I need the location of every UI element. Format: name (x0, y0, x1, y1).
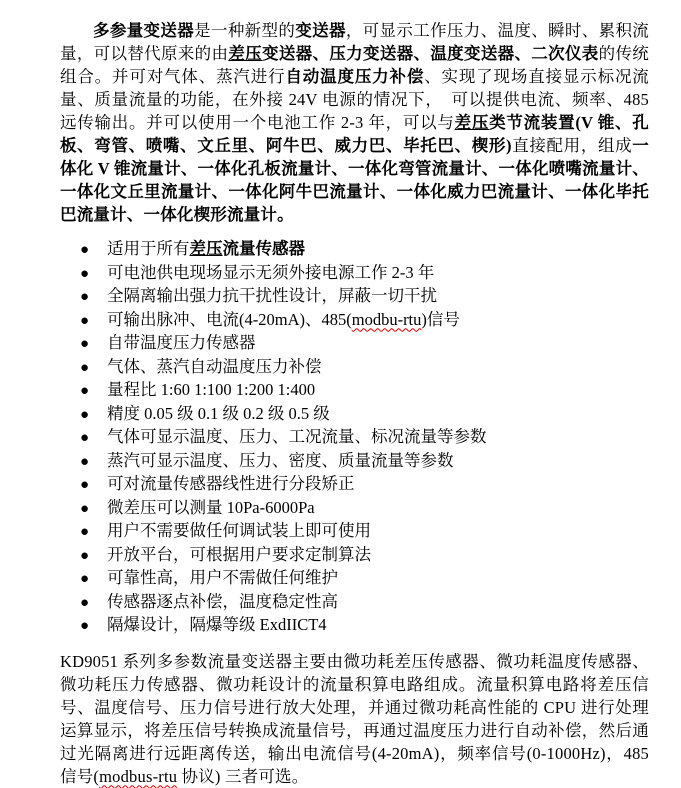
text-run: ，可显示工作压力、温度、瞬时、累积流量，可以替代原来的由 (60, 21, 650, 63)
bullet-icon: ● (80, 289, 90, 305)
feature-item-text (107, 238, 649, 260)
text-run: 全隔离输出强力抗干扰性设计，屏蔽一切干扰 (107, 286, 437, 305)
feature-item-text (107, 426, 649, 448)
feature-list-item (80, 285, 649, 309)
feature-list-item (80, 356, 649, 380)
text-run: 自带温度压力传感器 (107, 333, 256, 352)
feature-list-item (80, 332, 649, 356)
bullet-icon: ● (80, 406, 90, 423)
description-paragraph (60, 650, 649, 788)
text-run: 用户不需要做任何调试装上即可使用 (107, 521, 371, 540)
feature-list-item (80, 238, 649, 262)
text-run: 变送器 (295, 21, 346, 40)
text-run: 量程比 1:60 1:100 1:200 1:400 (107, 380, 316, 399)
bullet-icon: ● (80, 571, 90, 587)
text-run: 可电池供电现场显示无须外接电源工作 2-3 年 (107, 262, 435, 282)
feature-item-text (107, 356, 649, 378)
bullet-icon: ● (80, 477, 90, 493)
feature-item-text (107, 567, 649, 589)
bullet-icon: ● (80, 594, 90, 611)
feature-list-item (80, 450, 649, 474)
text-run: 一体化 V 锥流量计、一体化孔板流量计、一体化弯管流量计、一体化喷嘴流量计、一体化文丘里流量计、一体化阿牛巴流量计、一体化威力巴流量计、一体化毕托巴流量计、一体化楔形流量计。 (60, 136, 649, 224)
text-run: )信号 (421, 309, 460, 329)
feature-list-item (80, 614, 649, 638)
bullet-icon: ● (80, 618, 90, 634)
feature-item-text (107, 285, 649, 307)
feature-item-text (107, 450, 649, 472)
text-run: 类节流装置(V 锥、孔板、弯管、喷嘴、文丘里、阿牛巴、威力巴、毕托巴、楔形) (60, 113, 650, 155)
text-run: 可输出脉冲、电流(4-20mA)、485( (107, 309, 352, 329)
feature-list-item (80, 262, 649, 286)
text-run: 开放平台，可根据用户要求定制算法 (107, 544, 371, 564)
text-run: 蒸汽可显示温度、压力、密度、质量流量等参数 (107, 450, 454, 470)
spellcheck-flagged-text: modbus-rtu (99, 766, 178, 786)
feature-item-text (107, 473, 649, 495)
text-run: 微差压可以测量 10Pa-6000Pa (107, 497, 315, 517)
feature-list-item (80, 309, 649, 333)
feature-item-text (107, 614, 649, 636)
feature-list-item (80, 520, 649, 544)
text-run: 可对流量传感器线性进行分段矫正 (107, 474, 355, 493)
spellcheck-flagged-text: modbu-rtu (351, 309, 422, 329)
feature-list-item (80, 544, 649, 568)
bullet-icon: ● (80, 430, 90, 446)
feature-item-text (107, 379, 649, 401)
feature-list-item (80, 567, 649, 591)
text-run: 气体、蒸汽自动温度压力补偿 (107, 356, 322, 376)
text-run: 直接配用，组成 (511, 136, 633, 155)
feature-item-text (107, 403, 649, 425)
feature-item-text (107, 262, 649, 284)
bullet-icon: ● (80, 242, 90, 258)
text-run: 差压 (189, 239, 223, 258)
feature-item-text (107, 520, 649, 542)
feature-list-item (80, 403, 649, 427)
text-run: 传感器逐点补偿，温度稳定性高 (107, 591, 338, 611)
text-run: 气体可显示温度、压力、工况流量、标况流量等参数 (107, 427, 487, 446)
bullet-icon: ● (80, 359, 90, 376)
text-run: 是一种新型的 (194, 21, 296, 40)
bullet-icon: ● (80, 265, 90, 282)
text-run: 协议) 三者可选。 (177, 766, 309, 786)
text-run: 差压 (228, 44, 262, 63)
text-run: 流量传感器 (222, 239, 305, 258)
text-run: 、实现了现场直接显示标况流量、质量流量的功能，在外接 24V 电源的情况下， 可以提供电流、频率、485 远传输出。并可以使用一个电池工作 2-3 年，可以与 (60, 67, 649, 132)
feature-item-text (107, 332, 649, 354)
feature-item-text (107, 544, 649, 566)
bullet-icon: ● (80, 500, 90, 517)
bullet-icon: ● (80, 336, 90, 352)
feature-list-item (80, 497, 649, 521)
text-run: 多参量变送器 (93, 21, 195, 40)
text-run: KD9051 系列多参数流量变送器主要由微功耗差压传感器、微功耗温度传感器、微功耗压力传感器、微功耗设计的流量积算电路组成。流量积算电路将差压信号、温度信号、压力信号进行放大处理，并通过微功耗高性能的 CPU 进行处理运算显示，将差压信号转换成流量信号，再通过温度压力进行自动补偿，然后通过光隔离进行远距离传送，输出电流信号(4-20mA)，频率信号(0-1000Hz)，485 信号( (60, 651, 649, 786)
bullet-icon: ● (80, 383, 90, 399)
feature-list-item (80, 426, 649, 450)
text-run: 自动温度压力补偿 (285, 67, 425, 86)
bullet-icon: ● (80, 312, 90, 329)
text-run: 精度 0.05 级 0.1 级 0.2 级 0.5 级 (107, 403, 330, 423)
text-run: 适用于所有 (107, 239, 190, 258)
feature-list-item (80, 473, 649, 497)
intro-paragraph (60, 19, 649, 226)
bullet-icon: ● (80, 453, 90, 470)
feature-list (60, 238, 649, 638)
feature-item-text (107, 497, 649, 519)
text-run: 差压 (454, 113, 490, 132)
feature-list-item (80, 591, 649, 615)
bullet-icon: ● (80, 547, 90, 564)
text-run: 可靠性高，用户不需做任何维护 (107, 568, 338, 587)
feature-list-item (80, 379, 649, 403)
text-run: 隔爆设计，隔爆等级 ExdIICT4 (107, 615, 327, 634)
text-run: 的传统组合。并可对气体、蒸汽进行 (60, 44, 650, 86)
text-run: 变送器、压力变送器、温度变送器、二次仪表 (262, 44, 599, 63)
feature-item-text (107, 591, 649, 613)
bullet-icon: ● (80, 524, 90, 540)
feature-item-text (107, 309, 649, 331)
